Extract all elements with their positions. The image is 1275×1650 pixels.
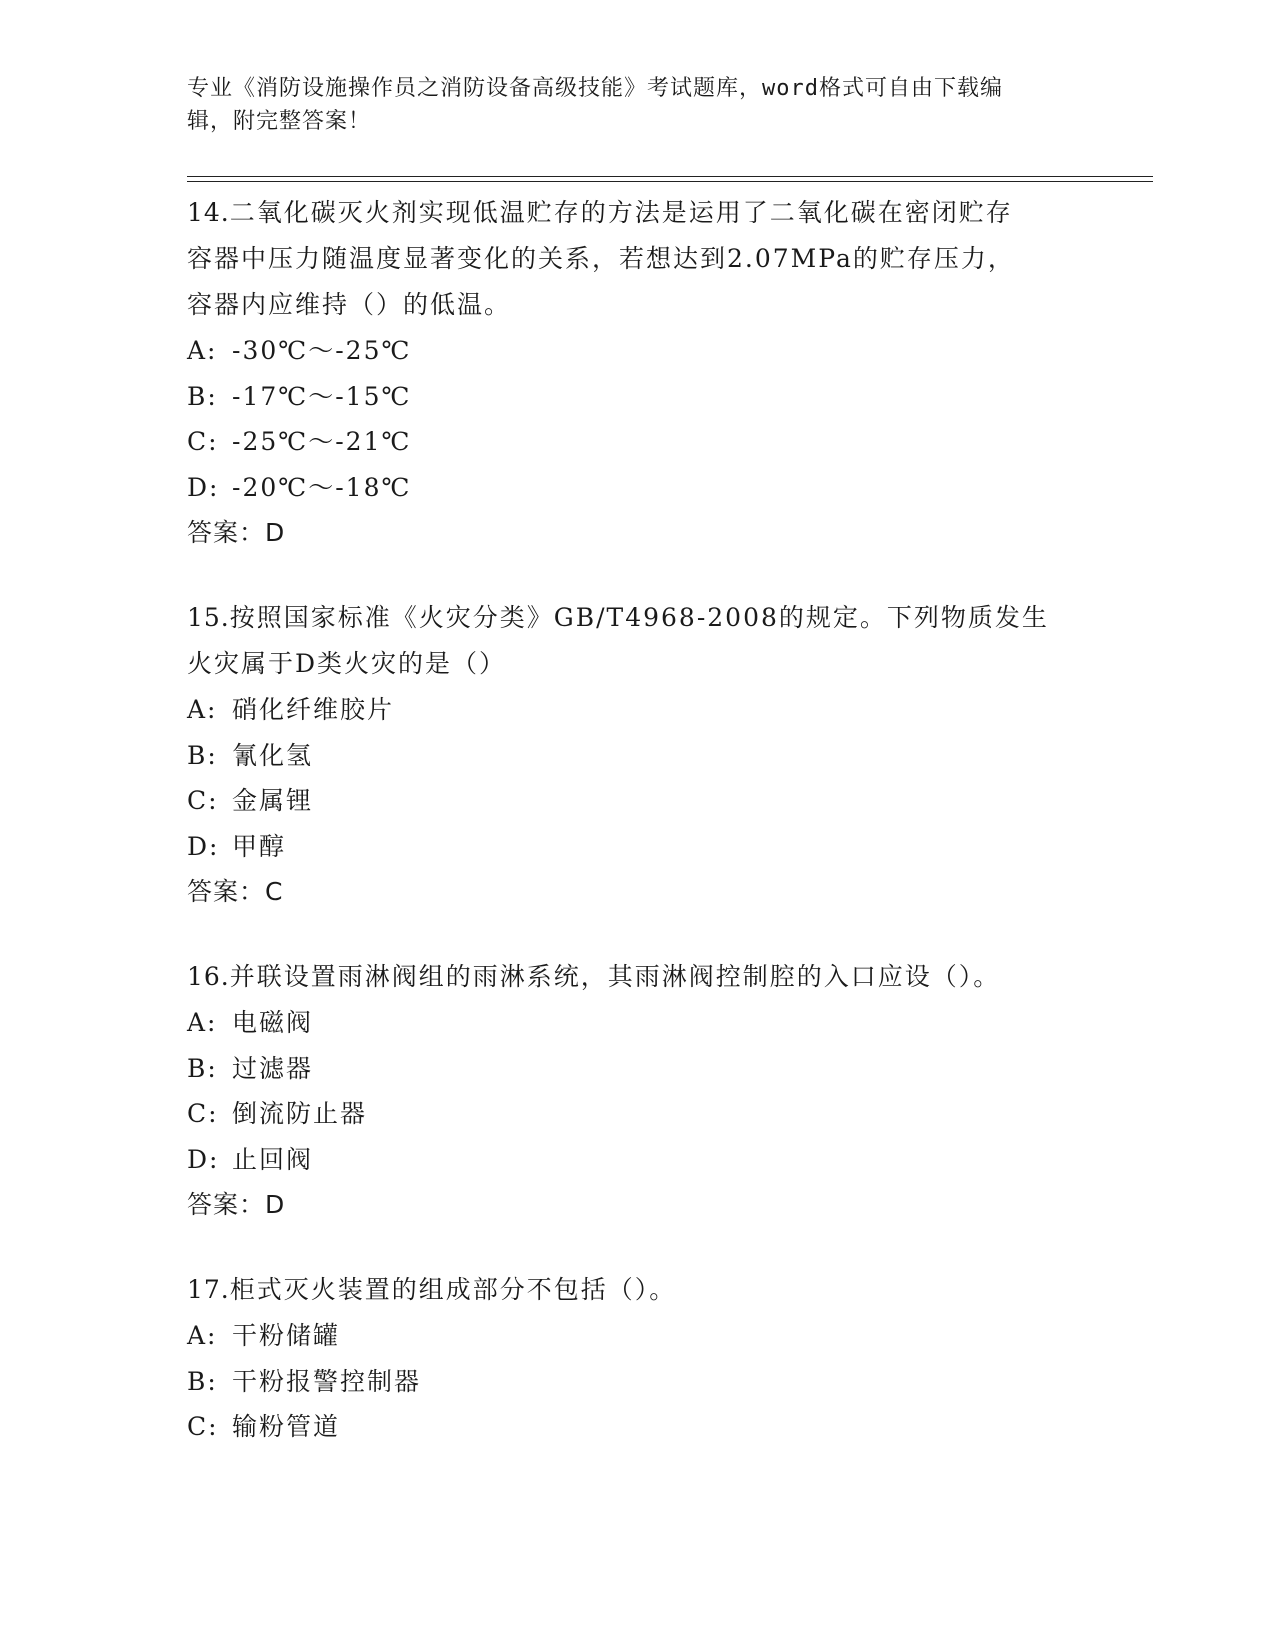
question-stem: [187, 1267, 1107, 1313]
option-letter: D:: [187, 831, 220, 861]
question-stem: [187, 954, 1107, 1000]
option-letter: C:: [187, 427, 219, 456]
option-text: 干粉报警控制器: [232, 1366, 422, 1396]
option-letter: A:: [187, 1321, 218, 1350]
option-letter: D:: [187, 472, 220, 502]
option-text: 过滤器: [232, 1053, 314, 1083]
option-text: 电磁阀: [232, 1008, 314, 1037]
option-b: [187, 733, 1107, 779]
question-stem-line: 容器中压力随温度显著变化的关系，若想达到2.07MPa的贮存压力，: [187, 244, 1015, 273]
option-c: [187, 419, 1107, 465]
option-text: 止回阀: [232, 1144, 314, 1174]
question-stem: [187, 190, 1107, 328]
header-divider-bottom: [187, 181, 1153, 182]
option-letter: C:: [187, 786, 219, 815]
question-17: [187, 1267, 1107, 1450]
option-letter: A:: [187, 336, 218, 365]
answer-line: 答案：D: [187, 1190, 286, 1219]
option-b: [187, 1046, 1107, 1092]
question-16: [187, 954, 1107, 1228]
option-c: [187, 1404, 1107, 1450]
question-15: [187, 595, 1107, 915]
question-number: 15.: [187, 603, 230, 632]
option-c: [187, 778, 1107, 824]
option-b: [187, 374, 1107, 420]
option-text: 硝化纤维胶片: [232, 695, 395, 724]
option-text: -30℃～-25℃: [232, 336, 412, 365]
option-letter: B:: [187, 1366, 218, 1396]
question-number: 17.: [187, 1275, 230, 1304]
question-number: 16.: [187, 962, 230, 991]
option-text: 甲醇: [232, 831, 287, 861]
option-d: [187, 824, 1107, 870]
option-a: [187, 328, 1107, 374]
option-text: 氰化氢: [232, 740, 314, 770]
option-text: 输粉管道: [232, 1412, 341, 1441]
option-c: [187, 1091, 1107, 1137]
header-divider-top: [187, 176, 1153, 177]
option-letter: C:: [187, 1412, 219, 1441]
question-14: [187, 190, 1107, 556]
question-stem-line: 14.二氧化碳灭火剂实现低温贮存的方法是运用了二氧化碳在密闭贮存: [187, 198, 1013, 227]
option-d: [187, 465, 1107, 511]
question-list: [187, 190, 1107, 1489]
option-text: -17℃～-15℃: [232, 381, 412, 411]
question-stem-line: 火灾属于D类火灾的是（）: [187, 649, 507, 678]
option-letter: A:: [187, 695, 218, 724]
question-stem-line: 16.并联设置雨淋阀组的雨淋系统，其雨淋阀控制腔的入口应设（）。: [187, 962, 1001, 991]
document-header-note: [187, 72, 1067, 138]
question-stem-line: 15.按照国家标准《火灾分类》GB/T4968-2008的规定。下列物质发生: [187, 603, 1049, 632]
option-text: -25℃～-21℃: [232, 427, 412, 456]
option-text: 倒流防止器: [232, 1099, 368, 1128]
option-letter: B:: [187, 740, 218, 770]
header-note-line-1: 专业《消防设施操作员之消防设备高级技能》考试题库，word格式可自由下载编: [187, 76, 1003, 101]
option-a: [187, 1313, 1107, 1359]
answer-line: 答案：C: [187, 877, 284, 906]
option-a: [187, 1000, 1107, 1046]
option-letter: B:: [187, 1053, 218, 1083]
option-letter: D:: [187, 1144, 220, 1174]
option-text: -20℃～-18℃: [232, 472, 412, 502]
option-letter: C:: [187, 1099, 219, 1128]
question-stem-line: 容器内应维持（）的低温。: [187, 290, 512, 319]
option-text: 干粉储罐: [232, 1321, 341, 1350]
header-note-line-2: 辑，附完整答案！: [187, 109, 372, 134]
answer-line: 答案：D: [187, 518, 286, 547]
question-stem-line: 17.柜式灭火装置的组成部分不包括（）。: [187, 1275, 677, 1304]
option-letter: A:: [187, 1008, 218, 1037]
option-b: [187, 1359, 1107, 1405]
option-a: [187, 687, 1107, 733]
option-d: [187, 1137, 1107, 1183]
option-letter: B:: [187, 381, 218, 411]
option-text: 金属锂: [232, 786, 314, 815]
question-stem: [187, 595, 1107, 687]
question-number: 14.: [187, 198, 230, 227]
